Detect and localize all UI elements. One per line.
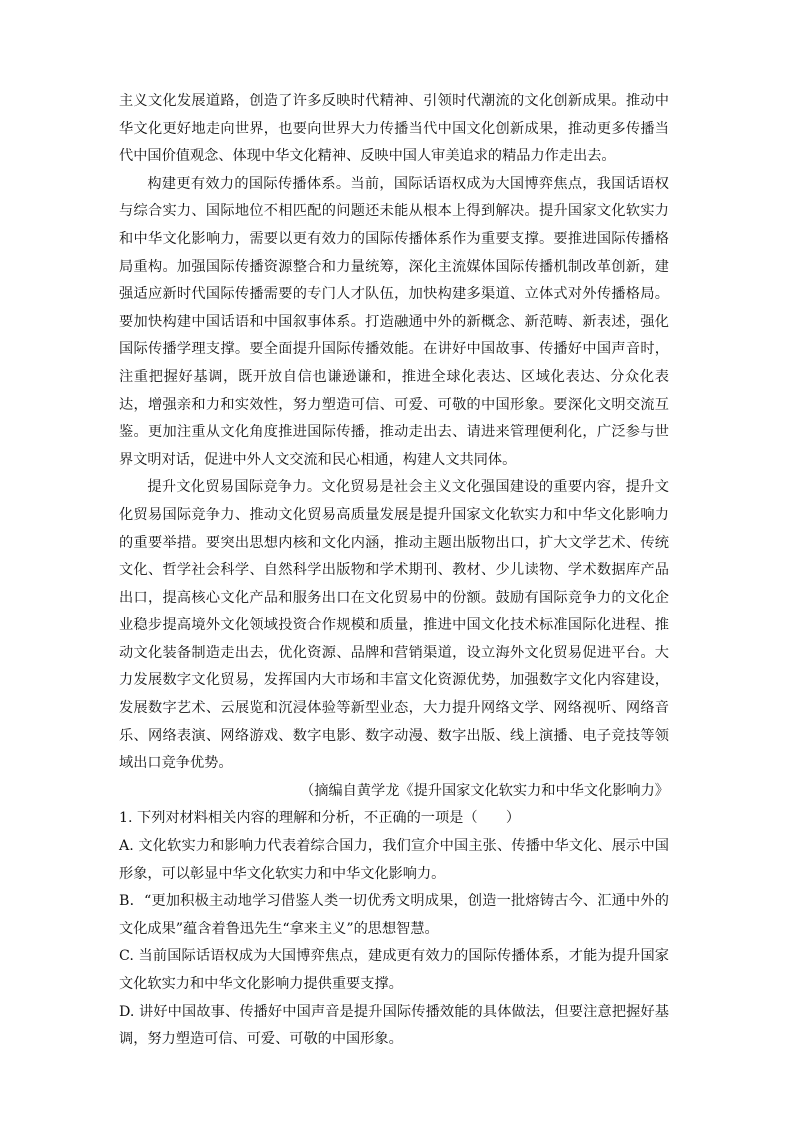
paragraph-international-communication: 构建更有效力的国际传播体系。当前，国际话语权成为大国博弈焦点，我国话语权与综合实力、国际地位不相匹配的问题还未能从根本上得到解决。提升国家文化软实力和中华文化影响力，需要以更有效力的国际传播体系作为重要支撑。要推进国际传播格局重构。加强国际传播资源整合和力量统筹，深化主流媒体国际传播机制改革创新，建强适应新时代国际传播需要的专门人才队伍，加快构建多渠道、立体式对外传播格局。要加快构建中国话语和中国叙事体系。打造融通中外的新概念、新范畴、新表述，强化国际传播学理支撑。要全面提升国际传播效能。在讲好中国故事、传播好中国声音时，注重把握好基调，既开放自信也谦逊谦和，推进全球化表达、区域化表达、分众化表达，增强亲和力和实效性，努力塑造可信、可爱、可敬的中国形象。要深化文明交流互鉴。更加注重从文化角度推进国际传播，推动走出去、请进来管理便利化，广泛参与世界文明对话，促进中外人文交流和民心相通，构建人文共同体。 <box>119 175 669 468</box>
paragraph-cultural-trade: 提升文化贸易国际竞争力。文化贸易是社会主义文化强国建设的重要内容，提升文化贸易国际竞争力、推动文化贸易高质量发展是提升国家文化软实力和中华文化影响力的重要举措。要突出思想内核和文化内涵，推动主题出版物出口，扩大文学艺术、传统文化、哲学社会科学、自然科学出版物和学术期刊、教材、少儿读物、学术数据库产品出口，提高核心文化产品和服务出口在文化贸易中的份额。鼓励有国际竞争力的文化企业稳步提高境外文化领域投资合作规模和质量，推进中国文化技术标准国际化进程、推动文化装备制造走出去，优化资源、品牌和营销渠道，设立海外文化贸易促进平台。大力发展数字文化贸易，发挥国内大市场和丰富文化资源优势，加强数字文化内容建设，发展数字艺术、云展览和沉浸体验等新型业态，大力提升网络文学、网络视听、网络音乐、网络表演、网络游戏、数字电影、数字动漫、数字出版、线上演播、电子竞技等领域出口竞争优势。 <box>119 479 669 772</box>
document-page <box>119 88 669 1054</box>
option-b: B．“更加积极主动地学习借鉴人类一切优秀文明成果，创造一批熔铸古今、汇通中外的文化成果”蕴含着鲁迅先生“拿来主义”的思想智慧。 <box>119 893 669 937</box>
question-stem: 1. 下列对材料相关内容的理解和分析，不正确的一项是（ ） <box>119 810 521 827</box>
option-c: C. 当前国际话语权成为大国博弈焦点，建成更有效力的国际传播体系，才能为提升国家文化软实力和中华文化影响力提供重要支撑。 <box>119 948 669 992</box>
paragraph-continuation: 主义文化发展道路，创造了许多反映时代精神、引领时代潮流的文化创新成果。推动中华文化更好地走向世界，也要向世界大力传播当代中国文化创新成果，推动更多传播当代中国价值观念、体现中华文化精神、反映中国人审美追求的精品力作走出去。 <box>119 93 669 165</box>
option-a: A. 文化软实力和影响力代表着综合国力，我们宣介中国主张、传播中华文化、展示中国形象，可以彰显中华文化软实力和中华文化影响力。 <box>119 838 669 882</box>
option-d: D. 讲好中国故事、传播好中国声音是提升国际传播效能的具体做法，但要注意把握好基调，努力塑造可信、可爱、可敬的中国形象。 <box>119 1003 669 1048</box>
source-citation: （摘编自黄学龙《提升国家文化软实力和中华文化影响力》 <box>300 782 669 799</box>
